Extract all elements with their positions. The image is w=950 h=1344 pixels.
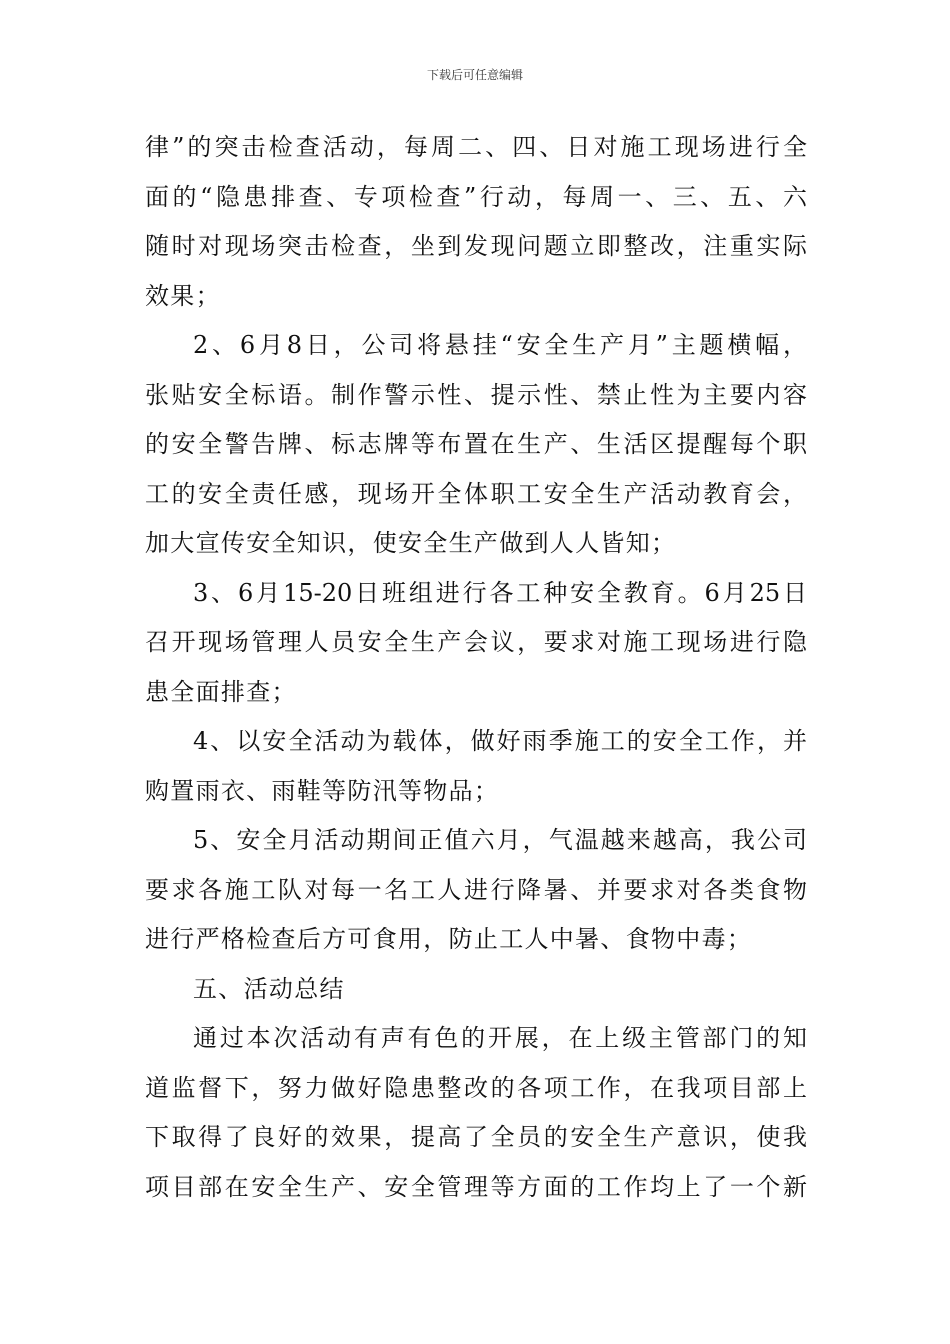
text-line: 患全面排查； [145, 677, 297, 706]
section-heading: 五、活动总结 [193, 974, 345, 1003]
text-line: 面的“隐患排查、专项检查”行动，每周一、三、五、六 [145, 182, 807, 211]
text-line: 下取得了良好的效果，提高了全员的安全生产意识，使我 [145, 1123, 807, 1151]
text-line: 律”的突击检查活动，每周二、四、日对施工现场进行全 [145, 133, 807, 161]
text-line: 加大宣传安全知识，使安全生产做到人人皆知； [145, 529, 677, 557]
text-line: 召开现场管理人员安全生产会议，要求对施工现场进行隐 [145, 628, 807, 656]
text-line: 购置雨衣、雨鞋等防汛等物品； [145, 776, 500, 805]
paragraph-start-line: 2、6月8日，公司将悬挂“安全生产月”主题横幅， [193, 331, 807, 359]
paragraph-start-line: 通过本次活动有声有色的开展，在上级主管部门的知 [193, 1024, 807, 1052]
paragraph-start-line: 3、6月15-20日班组进行各工种安全教育。6月25日 [193, 578, 807, 607]
text-line: 的安全警告牌、标志牌等布置在生产、生活区提醒每个职 [145, 430, 807, 458]
text-line: 工的安全责任感，现场开全体职工安全生产活动教育会， [145, 479, 807, 508]
paragraph-start-line: 5、安全月活动期间正值六月，气温越来越高，我公司 [193, 826, 807, 854]
text-line: 道监督下，努力做好隐患整改的各项工作，在我项目部上 [145, 1073, 807, 1102]
page-header: 下载后可任意编辑 [426, 68, 523, 82]
text-line: 张贴安全标语。制作警示性、提示性、禁止性为主要内容 [145, 380, 807, 409]
text-line: 项目部在安全生产、安全管理等方面的工作均上了一个新 [145, 1172, 807, 1201]
text-line: 随时对现场突击检查，坐到发现问题立即整改，注重实际 [145, 232, 807, 260]
paragraph-start-line: 4、以安全活动为载体，做好雨季施工的安全工作，并 [193, 727, 807, 755]
text-line: 要求各施工队对每一名工人进行降暑、并要求对各类食物 [145, 875, 807, 904]
document-body [145, 123, 807, 1212]
text-line: 进行严格检查后方可食用，防止工人中暑、食物中毒； [145, 925, 753, 953]
text-line: 效果； [145, 281, 221, 310]
